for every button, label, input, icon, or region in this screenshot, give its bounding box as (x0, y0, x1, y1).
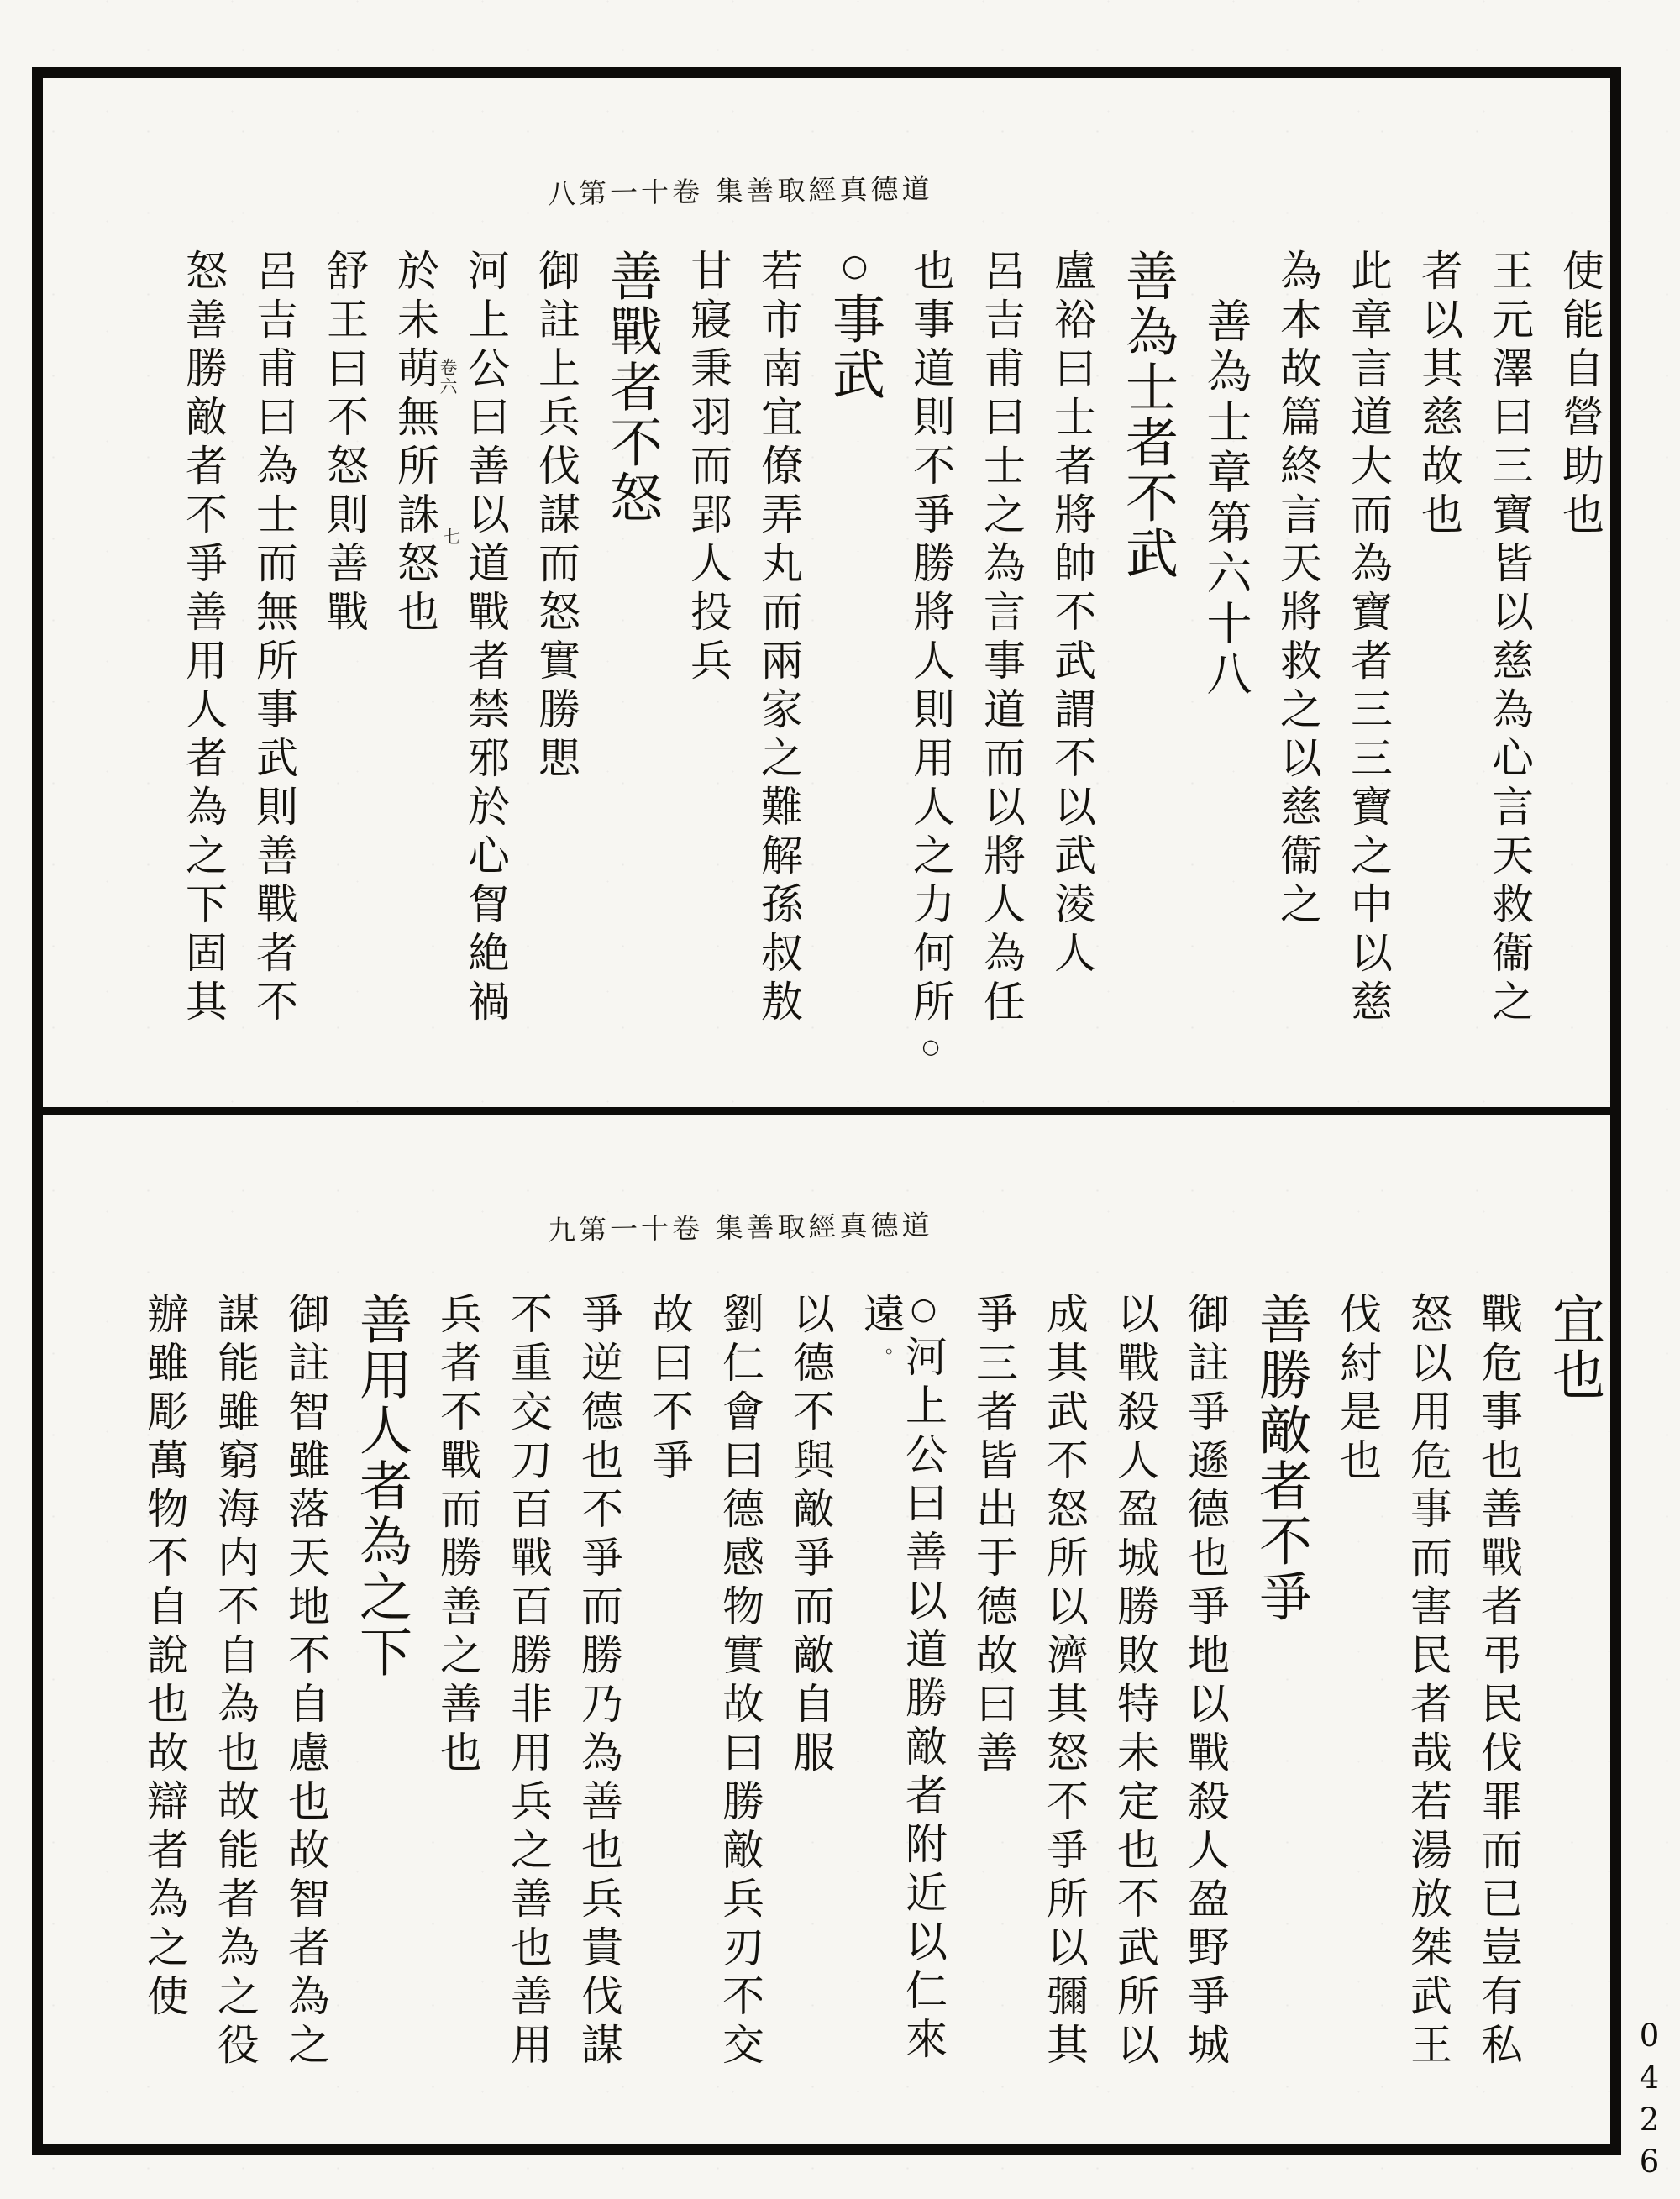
text-column (1544, 1292, 1605, 2144)
column-text: 辦雖彫萬物不自說也故辯者為之使 (140, 1292, 189, 2023)
margin-annotation: 七 (441, 527, 461, 547)
text-column (824, 249, 885, 1084)
text-column (1474, 1292, 1523, 2144)
text-column (1415, 249, 1463, 1084)
column-text: 伐紂是也 (1333, 1292, 1382, 1487)
column-text: 事武 (824, 291, 885, 402)
column-text: 河上公曰善以道勝敵者附近以仁來遠 (857, 1292, 948, 2065)
column-text: 為本故篇終言天將救之以慈衞之 (1273, 249, 1322, 931)
page2-text-body (54, 1292, 1605, 2144)
text-column (645, 1292, 694, 2144)
text-column (754, 249, 803, 1084)
text-column (249, 249, 298, 1084)
page2-header-title: 九第一十卷 集善取經真德道 (547, 1208, 933, 1247)
text-column (716, 1292, 764, 2144)
text-column (684, 249, 732, 1084)
text-column (1110, 1292, 1159, 2144)
sentence-end-mark: ○ (919, 1035, 942, 1058)
column-text: 善為士章第六十八 (1200, 297, 1252, 701)
text-column (1344, 249, 1393, 1084)
column-text: 故曰不爭 (645, 1292, 694, 1487)
text-column (977, 249, 1026, 1084)
text-column (351, 1292, 412, 2144)
sentence-end-mark: 。 (869, 1347, 893, 1367)
text-column (532, 249, 580, 1084)
text-column (1556, 249, 1604, 1084)
column-text: 爭逆德也不爭而勝乃為善也兵貴伐謀 (575, 1292, 623, 2071)
text-column (906, 249, 955, 1084)
text-column (211, 1292, 260, 2144)
text-column (1117, 249, 1179, 1084)
text-column (320, 249, 369, 1084)
text-column (433, 1292, 482, 2144)
column-text: 善勝敵者不爭 (1251, 1292, 1312, 1624)
column-text: 以德不與敵爭而敵自服 (786, 1292, 835, 1779)
text-column (969, 1292, 1018, 2144)
text-column (391, 249, 439, 1084)
text-column (281, 1292, 330, 2144)
folio-page-number: 0426 (1631, 2018, 1667, 2186)
text-column (1404, 1292, 1452, 2144)
column-text: 王元澤曰三寶皆以慈為心言天救衞之 (1485, 249, 1534, 1028)
column-text: 成其武不怒所以濟其怒不爭所以彌其 (1040, 1292, 1089, 2071)
column-text: 河上公曰善以道戰者禁邪於心胷絶禍 (461, 249, 510, 1028)
text-column (1040, 1292, 1089, 2144)
text-column (601, 249, 663, 1084)
text-column (1200, 249, 1252, 1084)
text-column (1333, 1292, 1382, 2144)
page-divider-rule (43, 1107, 1610, 1115)
column-text: 使能自營助也 (1556, 249, 1604, 541)
column-text: 舒王曰不怒則善戰 (320, 249, 369, 638)
column-text: 劉仁會曰德感物實故曰勝敵兵刃不交 (716, 1292, 764, 2071)
column-text: 呂吉甫曰士之為言事道而以將人為任 (977, 249, 1026, 1028)
column-text: 呂吉甫曰為士而無所事武則善戰者不 (249, 249, 298, 1028)
text-column (786, 1292, 835, 2144)
page1-header-title: 八第一十卷 集善取經真德道 (547, 171, 933, 211)
column-text: 以戰殺人盈城勝敗特未定也不武所以 (1110, 1292, 1159, 2071)
column-text: 爭三者皆出于德故曰善 (969, 1292, 1018, 1779)
text-column (575, 1292, 623, 2144)
section-circle-mark: ○ (837, 249, 872, 283)
text-column (1485, 249, 1534, 1084)
margin-annotation: 卷六 (438, 358, 458, 396)
column-text: 謀能雖窮海内不自為也故能者為之役 (211, 1292, 260, 2071)
text-column (1047, 249, 1096, 1084)
column-text: 善用人者為之下 (351, 1292, 412, 1680)
column-text: 御註爭遜德也爭地以戰殺人盈野爭城 (1181, 1292, 1230, 2071)
column-text: 善為士者不武 (1117, 249, 1179, 581)
column-text: 盧裕曰士者將帥不武謂不以武淩人 (1047, 249, 1096, 979)
text-column (140, 1292, 189, 2144)
page1-text-body (54, 249, 1604, 1084)
column-text: 御註智雖落天地不自慮也故智者為之 (281, 1292, 330, 2071)
column-text: 兵者不戰而勝善之善也 (433, 1292, 482, 1779)
column-text: 善戰者不怒 (601, 249, 663, 526)
column-text: 此章言道大而為寶者三三寶之中以慈 (1344, 249, 1393, 1028)
column-text: 戰危事也善戰者弔民伐罪而已豈有私 (1474, 1292, 1523, 2071)
text-column (1273, 249, 1322, 1084)
column-text: 也事道則不爭勝將人則用人之力何所 (906, 249, 955, 1028)
column-text: 宜也 (1544, 1292, 1605, 1403)
column-text: 御註上兵伐謀而怒實勝愳 (532, 249, 580, 785)
text-column (461, 249, 510, 1084)
column-text: 怒以用危事而害民者哉若湯放桀武王 (1404, 1292, 1452, 2071)
text-column (1181, 1292, 1230, 2144)
text-column (179, 249, 228, 1084)
column-text: 者以其慈故也 (1415, 249, 1463, 541)
text-column (857, 1292, 948, 2144)
column-text: 若市南宜僚弄丸而兩家之難解孫叔敖 (754, 249, 803, 1028)
column-text: 怒善勝敵者不爭善用人者為之下固其 (179, 249, 228, 1028)
text-column (504, 1292, 553, 2144)
column-text: 於未萌無所誅怒也 (391, 249, 439, 638)
text-column (1251, 1292, 1312, 2144)
section-circle-mark: ○ (906, 1292, 941, 1326)
column-text: 甘寢秉羽而郢人投兵 (684, 249, 732, 687)
column-text: 不重交刀百戰百勝非用兵之善也善用 (504, 1292, 553, 2071)
